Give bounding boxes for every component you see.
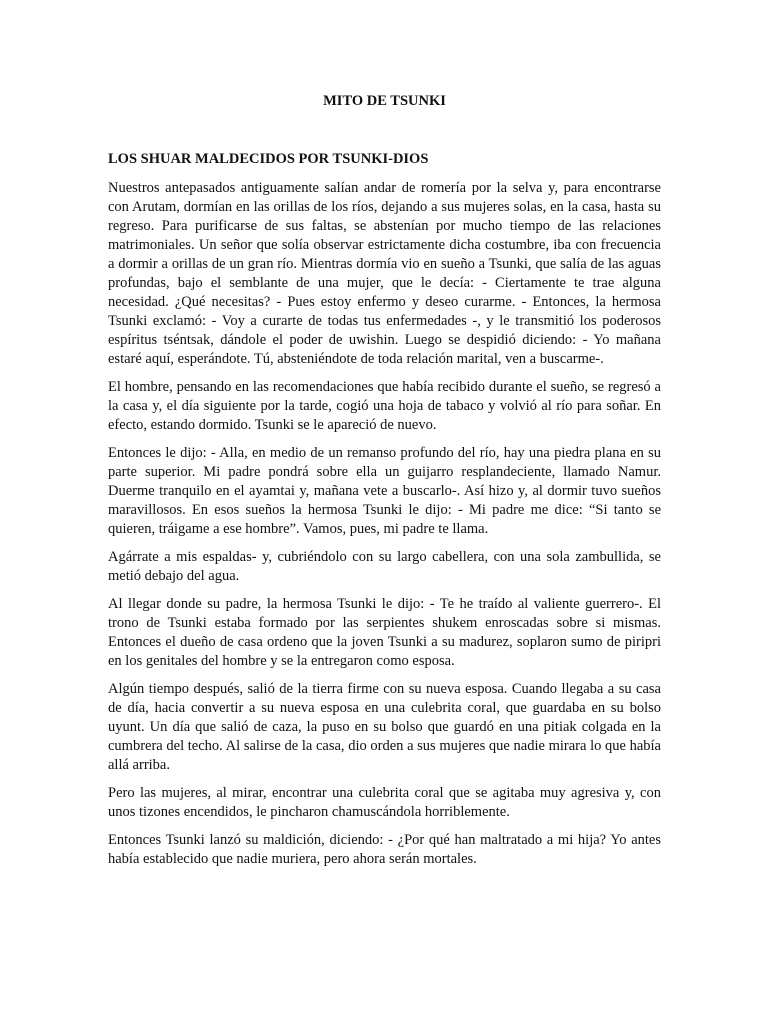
paragraph: Agárrate a mis espaldas- y, cubriéndolo con su largo cabellera, con una sola zambullida, se metió debajo del agua. [108, 549, 661, 584]
paragraph: Algún tiempo después, salió de la tierra firme con su nueva esposa. Cuando llegaba a su casa de día, hacia convertir a su nueva esposa en una culebrita coral, que guardaba en su bolso uyunt. Un día que salió de caza, la puso en su bolso que guardó en una pitiak colgada en la cumbrera del techo. Al salirse de la casa, dio orden a sus mujeres que nadie mirara lo que había allá arriba. [108, 681, 661, 773]
paragraph: Al llegar donde su padre, la hermosa Tsunki le dijo: - Te he traído al valiente guerrero-. El trono de Tsunki estaba formado por las serpientes shukem enroscadas sobre si mismas. Entonces el dueño de casa ordeno que la joven Tsunki a su madurez, soplaron sumo de piripri en los genitales del hombre y se la entregaron como esposa. [108, 596, 661, 669]
paragraph: Nuestros antepasados antiguamente salían andar de romería por la selva y, para encontrarse con Arutam, dormían en las orillas de los ríos, dejando a sus mujeres solas, en la casa, hasta su regreso. Para purificarse de sus faltas, se abstenían por mucho tiempo de las relaciones matrimoniales. Un señor que solía observar estrictamente dicha costumbre, iba con frecuencia a dormir a orillas de un gran río. Mientras dormía vio en sueño a Tsunki, que salía de las aguas profundas, bajo el semblante de una mujer, que le decía: - Ciertamente te trae alguna necesidad. ¿Qué necesitas? - Pues estoy enfermo y deseo curarme. - Entonces, la hermosa Tsunki exclamó: - Voy a curarte de todas tus enfermedades -, y le transmitió los poderosos espíritus tséntsak, dándole el poder de uwishin. Luego se despidió diciendo: - Yo mañana estaré aquí, esperándote. Tú, absteniéndote de toda relación marital, ven a buscarme-. [108, 180, 661, 367]
paragraph: Entonces Tsunki lanzó su maldición, diciendo: - ¿Por qué han maltratado a mi hija? Yo antes había establecido que nadie muriera, pero ahora serán mortales. [108, 832, 661, 867]
paragraph: Entonces le dijo: - Alla, en medio de un remanso profundo del río, hay una piedra plana en su parte superior. Mi padre pondrá sobre ella un guijarro resplandeciente, llamado Namur. Duerme tranquilo en el ayamtai y, mañana vete a buscarlo-. Así hizo y, al dormir tuvo sueños maravillosos. En esos sueños la hermosa Tsunki le dijo: - Mi padre me dice: “Si tanto se quieren, tráigame a ese hombre”. Vamos, pues, mi padre te llama. [108, 445, 661, 537]
section-heading: LOS SHUAR MALDECIDOS POR TSUNKI-DIOS [108, 151, 429, 167]
paragraph: El hombre, pensando en las recomendaciones que había recibido durante el sueño, se regresó a la casa y, el día siguiente por la tarde, cogió una hoja de tabaco y volvió al río para soñar. En efecto, estando dormido. Tsunki se le apareció de nuevo. [108, 379, 661, 433]
document-page [108, 92, 661, 878]
paragraph: Pero las mujeres, al mirar, encontrar una culebrita coral que se agitaba muy agresiva y, con unos tizones encendidos, le pincharon chamuscándola horriblemente. [108, 785, 661, 820]
document-title: MITO DE TSUNKI [323, 93, 446, 109]
